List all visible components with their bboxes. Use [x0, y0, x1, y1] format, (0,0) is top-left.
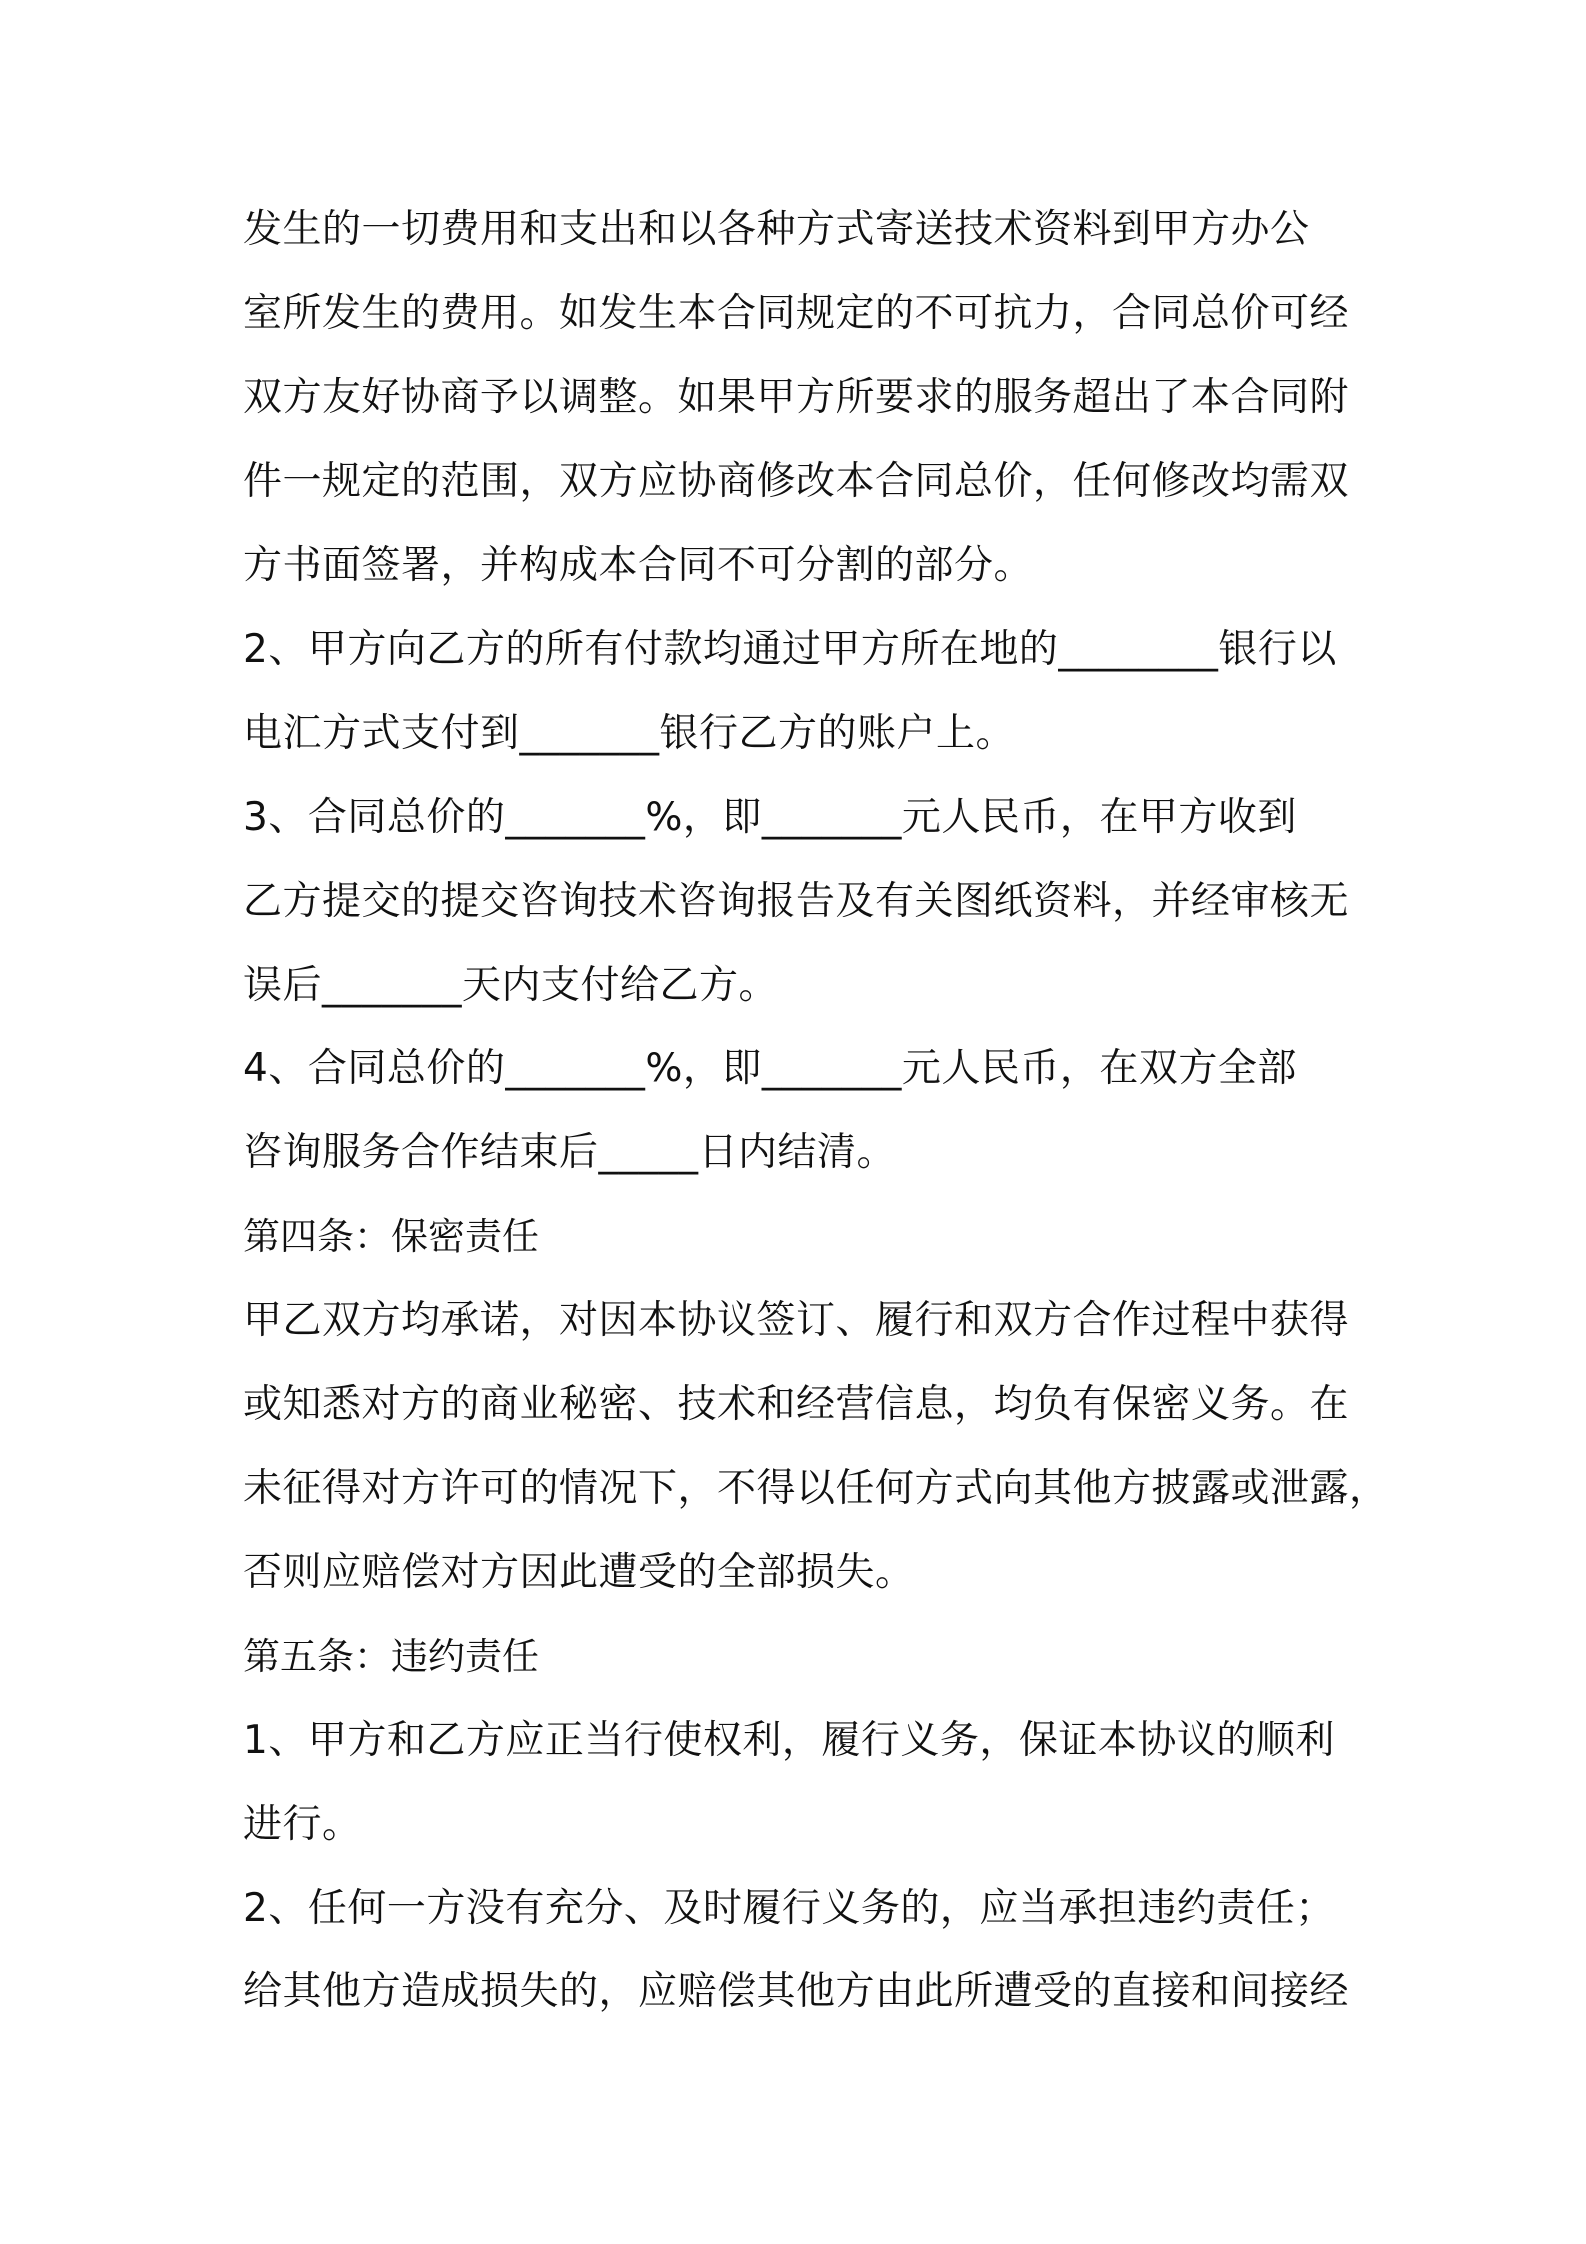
clause-4-line: 咨询服务合作结束后_____日内结清。: [243, 1130, 897, 1175]
clause-3-line: 3、合同总价的_______%，即_______元人民币，在甲方收到: [243, 795, 1297, 840]
clause-2-line: 电汇方式支付到_______银行乙方的账户上。: [243, 711, 1016, 756]
breach-clause-1-line: 1、甲方和乙方应正当行使权利，履行义务，保证本协议的顺利: [243, 1718, 1335, 1763]
confidentiality-text-line: 甲乙双方均承诺，对因本协议签订、履行和双方合作过程中获得: [243, 1298, 1350, 1343]
body-text-line: 发生的一切费用和支出和以各种方式寄送技术资料到甲方办公: [243, 207, 1310, 252]
body-text-line: 室所发生的费用。如发生本合同规定的不可抗力，合同总价可经: [243, 291, 1350, 336]
body-text-line: 件一规定的范围，双方应协商修改本合同总价，任何修改均需双: [243, 459, 1350, 504]
confidentiality-text-line: 否则应赔偿对方因此遭受的全部损失。: [243, 1550, 915, 1595]
breach-clause-1-line: 进行。: [243, 1802, 362, 1847]
section-heading-breach: 第五条：违约责任: [243, 1635, 539, 1678]
section-heading-confidentiality: 第四条：保密责任: [243, 1215, 539, 1258]
body-text-line: 方书面签署，并构成本合同不可分割的部分。: [243, 543, 1034, 588]
clause-4-line: 4、合同总价的_______%，即_______元人民币，在双方全部: [243, 1046, 1297, 1091]
clause-3-line: 乙方提交的提交咨询技术咨询报告及有关图纸资料，并经审核无: [243, 879, 1350, 924]
confidentiality-text-line: 或知悉对方的商业秘密、技术和经营信息，均负有保密义务。在: [243, 1382, 1350, 1427]
breach-clause-2-line: 2、任何一方没有充分、及时履行义务的，应当承担违约责任；: [243, 1886, 1335, 1931]
clause-3-line: 误后_______天内支付给乙方。: [243, 963, 779, 1008]
confidentiality-text-line: 未征得对方许可的情况下，不得以任何方式向其他方披露或泄露，: [243, 1466, 1389, 1511]
clause-2-line: 2、甲方向乙方的所有付款均通过甲方所在地的________银行以: [243, 627, 1337, 672]
breach-clause-2-line: 给其他方造成损失的，应赔偿其他方由此所遭受的直接和间接经: [243, 1969, 1350, 2014]
body-text-line: 双方友好协商予以调整。如果甲方所要求的服务超出了本合同附: [243, 375, 1350, 420]
